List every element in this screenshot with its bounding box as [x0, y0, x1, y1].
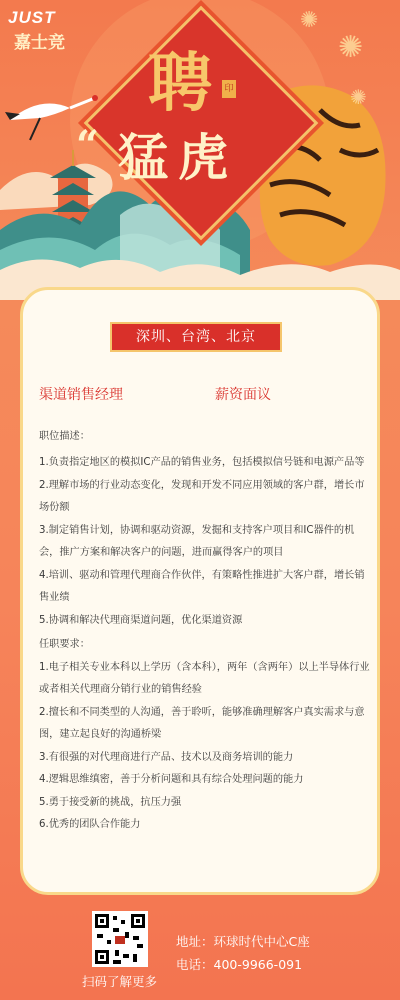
- requirement-item: 2.擅长和不同类型的人沟通，善于聆听，能够准确理解客户真实需求与意图，建立起良好的沟通桥梁: [39, 706, 365, 740]
- logo-text-cn: 嘉士竞: [14, 33, 65, 53]
- location-banner: [110, 322, 282, 352]
- duty-item: 2.理解市场的行业动态变化，发现和开发不同应用领域的客户群，增长市场份额: [39, 479, 365, 513]
- job-card: [20, 287, 380, 895]
- duties-label: 职位描述：: [39, 431, 90, 442]
- qr-code[interactable]: [92, 911, 148, 967]
- logo-text-en: JUST: [8, 8, 56, 27]
- requirement-item: 3.有很强的对代理商进行产品、技术以及商务培训的能力: [39, 751, 294, 763]
- salary-text: 薪资面议: [215, 387, 271, 403]
- address-text: 地址：环球时代中心C座: [176, 934, 310, 949]
- qr-code-icon: [95, 914, 145, 964]
- duty-item: 1.负责指定地区的模拟IC产品的销售业务，包括模拟信号链和电源产品等: [39, 457, 365, 468]
- header-artwork: [0, 0, 400, 300]
- location-text: 深圳、台湾、北京: [136, 329, 256, 345]
- duty-item: 5.协调和解决代理商渠道问题，优化渠道资源: [39, 614, 243, 626]
- quote-mark: “: [76, 122, 100, 169]
- requirements-label: 任职要求：: [39, 639, 90, 650]
- requirement-item: 5.勇于接受新的挑战，抗压力强: [39, 796, 182, 808]
- requirement-item: 1.电子相关专业本科以上学历（含本科），两年（含两年）以上半导体行业或者相关代理商分销行业的销售经验: [39, 661, 370, 695]
- job-description: [39, 430, 373, 837]
- duty-item: 3.制定销售计划，协调和驱动资源，发掘和支持客户项目和IC器件的机会，推广方案和解决客户的问题，进而赢得客户的项目: [39, 524, 355, 558]
- tiger-title: 猛虎: [118, 128, 238, 187]
- brand-logo: [8, 8, 98, 52]
- requirement-item: 6.优秀的团队合作能力: [39, 819, 141, 830]
- phone-text[interactable]: 电话：400-9966-091: [176, 957, 303, 972]
- firework-icon: ✺: [300, 8, 319, 33]
- recruit-character: 聘: [148, 46, 212, 121]
- duty-item: 4.培训、驱动和管理代理商合作伙伴，有策略性推进扩大客户群，增长销售业绩: [39, 569, 365, 603]
- job-title: 渠道销售经理: [39, 387, 123, 403]
- firework-icon: ✺: [350, 85, 367, 109]
- red-seal-icon: 印: [222, 80, 236, 98]
- requirement-item: 4.逻辑思维缜密，善于分析问题和具有综合处理问题的能力: [39, 774, 304, 785]
- qr-caption: 扫码了解更多: [82, 974, 158, 989]
- firework-icon: ✺: [338, 30, 364, 65]
